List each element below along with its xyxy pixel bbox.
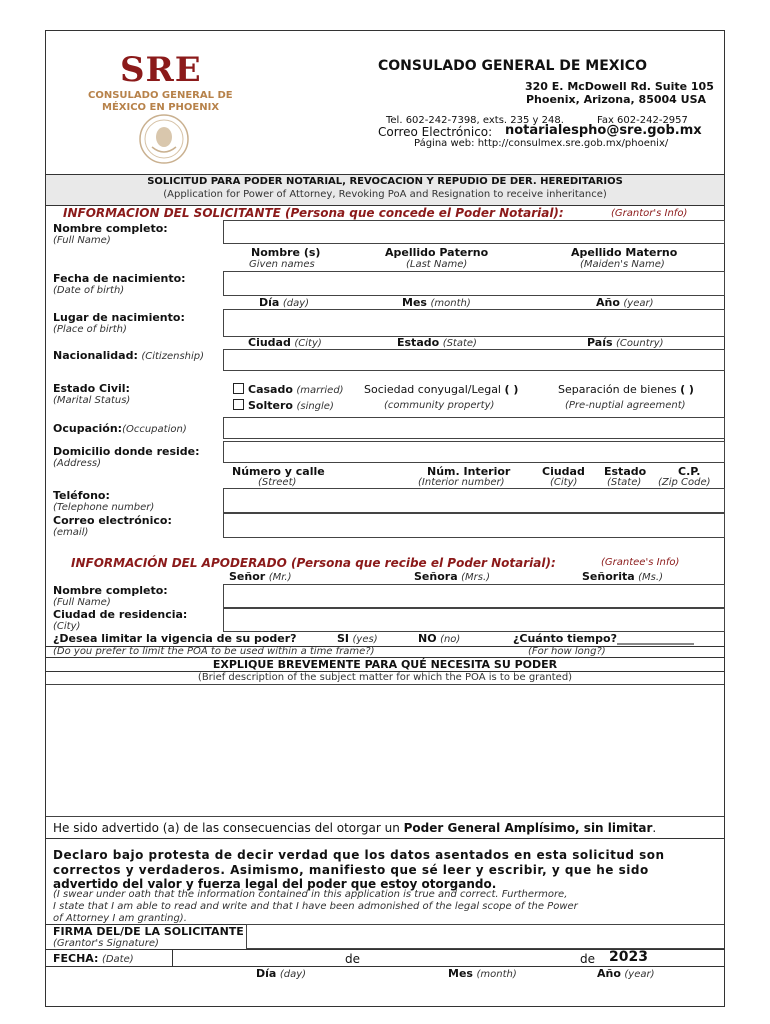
address-label-en: (Address) [53,458,102,469]
prenuptial-text: Separación de bienes [558,383,677,396]
grantee-city-label-en: (City) [53,621,81,632]
maiden-name-label: Apellido Materno [571,246,678,259]
single-checkbox[interactable] [233,399,334,412]
ms-text: Señorita [582,570,635,583]
oath-en-line-2: I state that I am able to read and write and that I have been admonished of the legal scope of the Power [53,901,578,912]
sig-day-text: Día [256,967,277,980]
dob-month-text: Mes [402,296,427,309]
mexican-seal-icon [132,113,196,165]
pob-city-text: Ciudad [248,336,291,349]
oath-en-line-3: of Attorney I am granting). [53,913,187,924]
phone-label: Teléfono: [53,489,110,502]
address-line2: Phoenix, Arizona, 85004 USA [526,93,707,106]
grantee-section-title: INFORMACIÓN DEL APODERADO (Persona que recibe el Poder Notarial): [71,556,556,570]
dob-day-label [259,296,309,309]
limit-no-text: NO [418,632,437,645]
married-text: Casado [248,383,293,396]
date-label-en: (Date) [101,954,134,965]
oath-line-3: advertido del valor y fuerza legal del poder que estoy otorgando. [53,877,497,891]
mr-text: Señor [229,570,266,583]
limit-question-en: (Do you prefer to limit the POA to be used within a time frame?) [53,646,375,657]
community-property-paren[interactable]: ( ) [504,383,519,396]
sig-day-en: (day) [279,969,307,980]
last-name-label-en: (Last Name) [406,259,468,270]
date-de-1[interactable]: de [345,952,360,966]
email-field-label-en: (email) [53,527,89,538]
nationality-text: Nacionalidad: [53,349,138,362]
email-field-input[interactable] [223,513,725,538]
pob-state-en: (State) [442,338,477,349]
explain-subtitle: (Brief description of the subject matter for which the POA is to be granted) [197,672,573,683]
full-name-input[interactable] [223,220,725,244]
sig-year-text: Año [597,967,621,980]
oath-line-2: correctos y verdaderos. Asimismo, manifiesto que sé leer y escribir, y que he sido [53,863,649,877]
mrs-en: (Mrs.) [461,572,491,583]
address-label: Domicilio donde reside: [53,445,200,458]
date-de-2[interactable]: de [580,952,595,966]
grantee-name-label: Nombre completo: [53,584,168,597]
zip-label: C.P. [678,465,701,478]
pob-label: Lugar de nacimiento: [53,311,185,324]
email-link[interactable]: notarialespho@sre.gob.mx [505,123,702,138]
date-label-text: FECHA: [53,952,99,965]
married-checkbox[interactable] [233,383,344,396]
grantee-city-label: Ciudad de residencia: [53,608,188,621]
occupation-input[interactable] [223,417,725,439]
interior-number-label-en: (Interior number) [418,477,505,488]
fax-text: Fax 602-242-2957 [597,115,688,126]
street-label-en: (Street) [258,477,297,488]
address-input[interactable] [223,441,725,463]
prenuptial-option[interactable] [558,383,694,396]
grantor-section-title-en: (Grantor's Info) [611,208,688,219]
addr-city-label: Ciudad [542,465,585,478]
signature-label: FIRMA DEL/DE LA SOLICITANTE [53,925,244,938]
logo-line1: CONSULADO GENERAL DE [88,90,233,101]
sig-month-en: (month) [476,969,517,980]
pob-state-text: Estado [397,336,440,349]
warning-text [53,821,656,835]
date-divider [172,949,173,966]
warning-divider [46,838,724,839]
mr-en: (Mr.) [268,572,292,583]
last-name-label: Apellido Paterno [385,246,489,259]
pob-country-label [587,336,664,349]
dob-day-text: Día [259,296,280,309]
date-year-value[interactable]: 2023 [609,949,648,965]
limit-no-option[interactable] [418,632,460,645]
nationality-label [53,349,204,362]
occupation-en: (Occupation) [122,424,187,435]
sig-year-label [597,967,655,980]
ms-option[interactable] [582,570,663,583]
grantee-city-input[interactable] [223,608,725,632]
ms-en: (Ms.) [638,572,663,583]
form-subtitle: (Application for Power of Attorney, Revoking PoA and Resignation to receive inheritance) [163,189,607,200]
dob-year-en: (year) [623,298,654,309]
given-names-label-en: Given names [249,259,315,270]
grantee-section-title-en: (Grantee's Info) [601,557,680,568]
grantor-section-title: INFORMACION DEL SOLICITANTE (Persona que concede el Poder Notarial): [63,206,564,220]
civil-status-label: Estado Civil: [53,382,130,395]
dob-year-label [596,296,654,309]
warning-bold: Poder General Amplísimo, sin limitar [403,821,653,835]
married-checkbox-box[interactable] [233,383,244,394]
how-long-field[interactable]: ¿Cuánto tiempo?______________ [513,632,694,645]
single-text: Soltero [248,399,293,412]
given-names-label: Nombre (s) [251,246,321,259]
prenuptial-paren[interactable]: ( ) [680,383,694,396]
nationality-input[interactable] [223,349,725,371]
pob-city-en: (City) [294,338,322,349]
mr-option[interactable] [229,570,292,583]
warning-post: . [652,821,657,835]
maiden-name-label-en: (Maiden's Name) [580,259,665,270]
zip-label-en: (Zip Code) [658,477,711,488]
dob-label: Fecha de nacimiento: [53,272,186,285]
warning-pre: He sido advertido (a) de las consecuencias del otorgar un [53,821,404,835]
phone-label-en: (Telephone number) [53,502,155,513]
sig-month-text: Mes [448,967,473,980]
date-label [53,952,134,965]
dob-month-en: (month) [430,298,471,309]
explain-title: EXPLIQUE BREVEMENTE PARA QUÉ NECESITA SU PODER [212,658,558,671]
limit-yes-en: (yes) [352,634,378,645]
civil-status-label-en: (Marital Status) [53,395,131,406]
full-name-label: Nombre completo: [53,222,168,235]
pob-country-text: País [587,336,613,349]
interior-number-label: Núm. Interior [427,465,511,478]
consulate-title: CONSULADO GENERAL DE MEXICO [378,58,647,74]
phone-input[interactable] [223,488,725,513]
street-label: Número y calle [232,465,325,478]
email-field-label: Correo electrónico: [53,514,172,527]
limit-no-en: (no) [440,634,461,645]
explain-textarea[interactable] [46,684,724,817]
pob-input[interactable] [223,309,725,337]
sig-month-label [448,967,517,980]
dob-label-en: (Date of birth) [53,285,125,296]
community-property-en: (community property) [384,400,495,411]
dob-month-label [402,296,471,309]
phone-text: Tel. 602-242-7398, exts. 235 y 248. [386,115,564,126]
limit-yes-option[interactable] [337,632,378,645]
sre-logo: SRE [120,50,202,90]
web-link[interactable]: Página web: http://consulmex.sre.gob.mx/phoenix/ [414,138,669,149]
address-line1: 320 E. McDowell Rd. Suite 105 [525,80,714,93]
full-name-label-en: (Full Name) [53,235,111,246]
email-label: Correo Electrónico: [378,125,493,139]
dob-input[interactable] [223,271,725,296]
married-en: (married) [296,385,344,396]
pob-label-en: (Place of birth) [53,324,127,335]
pob-state-label [397,336,477,349]
mrs-option[interactable] [414,570,490,583]
nationality-en: (Citizenship) [141,351,205,362]
oath-line-1: Declaro bajo protesta de decir verdad que los datos asentados en esta solicitud son [53,848,665,862]
dob-year-text: Año [596,296,620,309]
community-property-option[interactable] [364,383,518,396]
addr-city-label-en: (City) [550,477,578,488]
signature-label-en: (Grantor's Signature) [53,938,159,949]
logo-line2: MÉXICO EN PHOENIX [102,102,220,113]
occupation-text: Ocupación: [53,422,123,435]
how-long-en: (For how long?) [528,646,606,657]
mrs-text: Señora [414,570,458,583]
grantee-name-label-en: (Full Name) [53,597,111,608]
limit-question: ¿Desea limitar la vigencia de su poder? [53,632,297,645]
dob-day-en: (day) [282,298,310,309]
community-property-text: Sociedad conyugal/Legal [364,383,501,396]
addr-state-label-en: (State) [607,477,642,488]
form-title: SOLICITUD PARA PODER NOTARIAL, REVOCACION Y REPUDIO DE DER. HEREDITARIOS [147,176,623,187]
pob-country-en: (Country) [616,338,664,349]
prenuptial-en: (Pre-nuptial agreement) [565,400,686,411]
single-checkbox-box[interactable] [233,399,244,410]
sig-year-en: (year) [624,969,655,980]
limit-yes-text: SI [337,632,350,645]
sig-day-label [256,967,306,980]
grantee-name-input[interactable] [223,584,725,608]
single-en: (single) [296,401,334,412]
signature-input[interactable] [246,924,724,949]
oath-en-line-1: (I swear under oath that the information contained in this application is true and correct. Furthermore, [53,889,568,900]
occupation-label [53,422,187,435]
addr-state-label: Estado [604,465,647,478]
pob-city-label [248,336,322,349]
